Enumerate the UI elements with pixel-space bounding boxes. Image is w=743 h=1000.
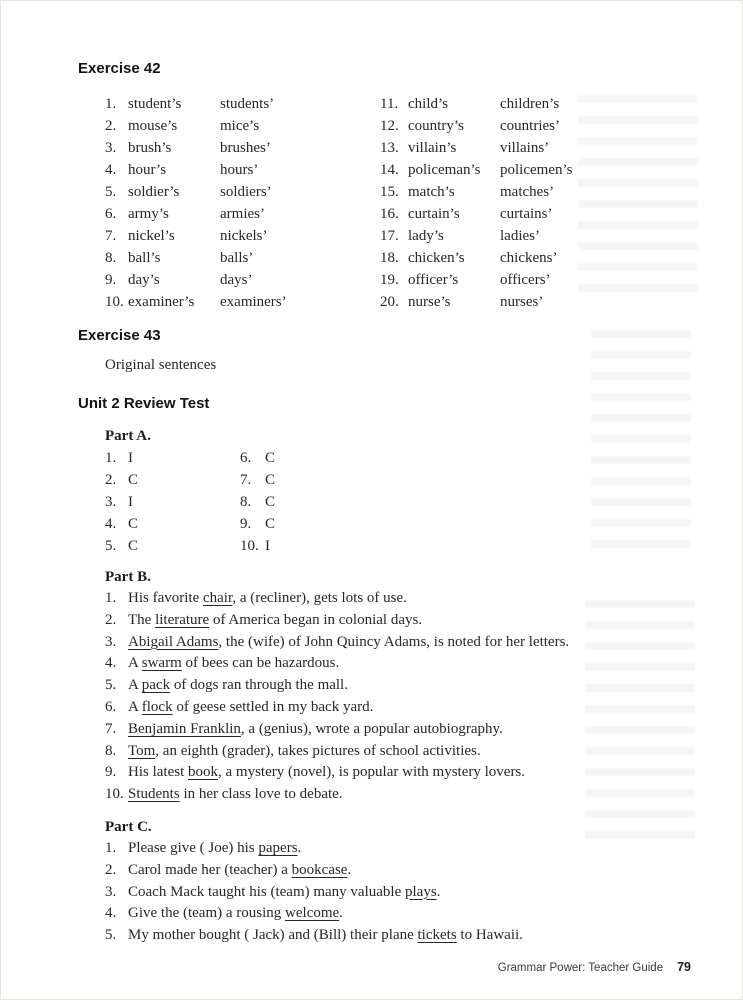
answer-letter: I xyxy=(128,494,133,510)
answer-letter: I xyxy=(128,450,133,466)
singular-possessive: curtain’s xyxy=(408,206,460,222)
answer-row xyxy=(380,225,703,247)
item-number: 5. xyxy=(105,677,117,694)
sentence-text: Benjamin Franklin, a (genius), wrote a popular autobiography. xyxy=(128,720,503,737)
answer-row xyxy=(105,203,380,225)
sentence-row xyxy=(78,653,703,675)
answer-row xyxy=(380,247,703,269)
part-b-answers xyxy=(78,588,703,806)
answer-letter: C xyxy=(265,494,276,510)
sentence-row xyxy=(78,925,703,947)
answer-row xyxy=(105,247,380,269)
exercise-43-answer: Original sentences xyxy=(105,357,217,373)
item-number: 12. xyxy=(380,118,399,134)
answer-row xyxy=(240,447,275,469)
plural-possessive: mice’s xyxy=(220,118,260,134)
answer-row xyxy=(105,159,380,181)
sentence-row xyxy=(78,610,703,632)
sentence-row xyxy=(78,762,703,784)
singular-possessive: nurse’s xyxy=(408,294,451,310)
part-b-heading: Part B. xyxy=(105,569,151,585)
plural-possessive: students’ xyxy=(220,96,275,112)
singular-possessive: lady’s xyxy=(408,228,444,244)
item-number: 1. xyxy=(105,450,117,466)
item-number: 3. xyxy=(105,633,117,650)
plural-possessive: villains’ xyxy=(500,140,550,156)
answer-letter: C xyxy=(265,450,276,466)
answer-row xyxy=(105,225,380,247)
singular-possessive: officer’s xyxy=(408,272,459,288)
sentence-row xyxy=(78,838,703,860)
answer-row xyxy=(105,269,380,291)
sentence-row xyxy=(78,741,703,763)
answer-row xyxy=(105,469,240,491)
plural-possessive: brushes’ xyxy=(220,140,271,156)
singular-possessive: villain’s xyxy=(408,140,457,156)
footer-page-number: 79 xyxy=(677,960,691,974)
answer-row xyxy=(380,291,703,313)
item-number: 2. xyxy=(105,861,117,878)
item-number: 1. xyxy=(105,590,117,606)
part-a-answers xyxy=(78,447,703,557)
answer-row xyxy=(105,181,380,203)
item-number: 18. xyxy=(380,250,399,266)
singular-possessive: mouse’s xyxy=(128,118,178,134)
item-number: 10. xyxy=(240,538,259,554)
answer-row xyxy=(380,115,703,137)
sentence-text: Students in her class love to debate. xyxy=(128,786,343,803)
item-number: 3. xyxy=(105,494,117,510)
singular-possessive: country’s xyxy=(408,118,464,134)
plural-possessive: countries’ xyxy=(500,118,560,134)
sentence-row xyxy=(78,719,703,741)
sentence-text: Give the (team) a rousing welcome. xyxy=(128,905,343,922)
answer-row xyxy=(105,535,240,557)
part-c-heading: Part C. xyxy=(105,818,152,835)
sentence-text: A pack of dogs ran through the mall. xyxy=(128,677,348,694)
answer-row xyxy=(240,469,275,491)
sentence-text: His favorite chair, a (recliner), gets lots of use. xyxy=(128,590,407,606)
answer-row xyxy=(380,181,703,203)
sentence-row xyxy=(78,675,703,697)
plural-possessive: children’s xyxy=(500,96,560,112)
answer-row xyxy=(105,93,380,115)
answer-row xyxy=(380,203,703,225)
plural-possessive: nurses’ xyxy=(500,294,544,310)
plural-possessive: examiners’ xyxy=(220,294,287,310)
exercise-43-heading: Exercise 43 xyxy=(78,327,161,344)
answer-row xyxy=(380,93,703,115)
item-number: 5. xyxy=(105,538,117,554)
singular-possessive: soldier’s xyxy=(128,184,180,200)
part-a-column-right xyxy=(240,447,275,557)
item-number: 1. xyxy=(105,839,117,856)
singular-possessive: hour’s xyxy=(128,162,167,178)
item-number: 20. xyxy=(380,294,399,310)
singular-possessive: nickel’s xyxy=(128,228,175,244)
answer-row xyxy=(240,491,275,513)
singular-possessive: day’s xyxy=(128,272,160,288)
item-number: 6. xyxy=(105,698,117,715)
item-number: 7. xyxy=(105,720,117,737)
page-footer xyxy=(498,960,691,974)
sentence-text: A flock of geese settled in my back yard. xyxy=(128,698,374,715)
plural-possessive: policemen’s xyxy=(500,162,573,178)
answer-row xyxy=(105,447,240,469)
sentence-text: Please give ( Joe) his papers. xyxy=(128,839,302,856)
item-number: 2. xyxy=(105,472,117,488)
sentence-text: A swarm of bees can be hazardous. xyxy=(128,655,340,672)
footer-book-title: Grammar Power: Teacher Guide xyxy=(497,962,664,974)
part-a-heading: Part A. xyxy=(105,428,151,444)
item-number: 7. xyxy=(240,472,252,488)
sentence-row xyxy=(78,903,703,925)
answer-letter: C xyxy=(128,538,139,554)
sentence-text: Carol made her (teacher) a bookcase. xyxy=(128,861,352,878)
item-number: 2. xyxy=(105,118,117,134)
exercise-42-heading: Exercise 42 xyxy=(78,60,161,77)
sentence-text: His latest book, a mystery (novel), is popular with mystery lovers. xyxy=(128,764,526,781)
item-number: 16. xyxy=(380,206,399,222)
plural-possessive: officers’ xyxy=(500,272,551,288)
item-number: 8. xyxy=(105,250,117,266)
answer-letter: C xyxy=(128,516,139,532)
answer-letter: C xyxy=(265,516,276,532)
singular-possessive: ball’s xyxy=(128,250,161,266)
item-number: 6. xyxy=(240,450,252,466)
item-number: 9. xyxy=(105,764,117,781)
sentence-row xyxy=(78,697,703,719)
answer-row xyxy=(380,159,703,181)
sentence-text: My mother bought ( Jack) and (Bill) their plane tickets to Hawaii. xyxy=(128,927,523,944)
singular-possessive: child’s xyxy=(408,96,448,112)
singular-possessive: army’s xyxy=(128,206,169,222)
singular-possessive: student’s xyxy=(128,96,182,112)
sentence-row xyxy=(78,588,703,610)
answer-row xyxy=(105,115,380,137)
answer-letter: C xyxy=(265,472,276,488)
sentence-row xyxy=(78,860,703,882)
item-number: 13. xyxy=(380,140,399,156)
answer-row xyxy=(240,535,275,557)
item-number: 9. xyxy=(105,272,117,288)
item-number: 2. xyxy=(105,611,117,628)
plural-possessive: hours’ xyxy=(220,162,259,178)
item-number: 8. xyxy=(105,742,117,759)
singular-possessive: examiner’s xyxy=(128,294,195,310)
item-number: 14. xyxy=(380,162,399,178)
singular-possessive: chicken’s xyxy=(408,250,465,266)
sentence-row xyxy=(78,784,703,806)
sentence-text: Abigail Adams, the (wife) of John Quincy Adams, is noted for her letters. xyxy=(128,633,570,650)
sentence-text: Tom, an eighth (grader), takes pictures of school activities. xyxy=(128,742,481,759)
answer-row xyxy=(105,513,240,535)
answer-row xyxy=(240,513,275,535)
plural-possessive: soldiers’ xyxy=(220,184,272,200)
item-number: 7. xyxy=(105,228,117,244)
part-c-answers xyxy=(78,838,703,947)
item-number: 4. xyxy=(105,655,117,672)
answer-row xyxy=(105,291,380,313)
plural-possessive: ladies’ xyxy=(500,228,540,244)
item-number: 1. xyxy=(105,96,117,112)
sentence-row xyxy=(78,632,703,654)
sentence-text: The literature of America began in colonial days. xyxy=(128,611,423,628)
item-number: 5. xyxy=(105,927,117,944)
item-number: 9. xyxy=(240,516,252,532)
singular-possessive: match’s xyxy=(408,184,455,200)
item-number: 3. xyxy=(105,140,117,156)
item-number: 4. xyxy=(105,905,117,922)
part-a-column-left xyxy=(78,447,240,557)
exercise-42-answer-list xyxy=(78,93,703,313)
plural-possessive: chickens’ xyxy=(500,250,558,266)
answer-row xyxy=(105,491,240,513)
plural-possessive: armies’ xyxy=(220,206,265,222)
plural-possessive: balls’ xyxy=(220,250,254,266)
item-number: 10. xyxy=(105,786,124,803)
answer-row xyxy=(105,137,380,159)
item-number: 3. xyxy=(105,883,117,900)
item-number: 5. xyxy=(105,184,117,200)
plural-possessive: days’ xyxy=(220,272,253,288)
answers-column-right xyxy=(380,93,703,313)
plural-possessive: curtains’ xyxy=(500,206,553,222)
sentence-row xyxy=(78,882,703,904)
answer-letter: C xyxy=(128,472,139,488)
item-number: 19. xyxy=(380,272,399,288)
item-number: 11. xyxy=(380,96,399,112)
plural-possessive: nickels’ xyxy=(220,228,268,244)
answer-row xyxy=(380,269,703,291)
answer-letter: I xyxy=(265,538,270,554)
answers-column-left xyxy=(78,93,380,313)
item-number: 4. xyxy=(105,162,117,178)
item-number: 6. xyxy=(105,206,117,222)
singular-possessive: policeman’s xyxy=(408,162,481,178)
item-number: 17. xyxy=(380,228,399,244)
item-number: 15. xyxy=(380,184,399,200)
item-number: 4. xyxy=(105,516,117,532)
answer-row xyxy=(380,137,703,159)
item-number: 10. xyxy=(105,294,124,310)
unit-2-review-test-heading: Unit 2 Review Test xyxy=(78,395,210,412)
singular-possessive: brush’s xyxy=(128,140,172,156)
item-number: 8. xyxy=(240,494,252,510)
plural-possessive: matches’ xyxy=(500,184,555,200)
sentence-text: Coach Mack taught his (team) many valuable plays. xyxy=(128,883,441,900)
